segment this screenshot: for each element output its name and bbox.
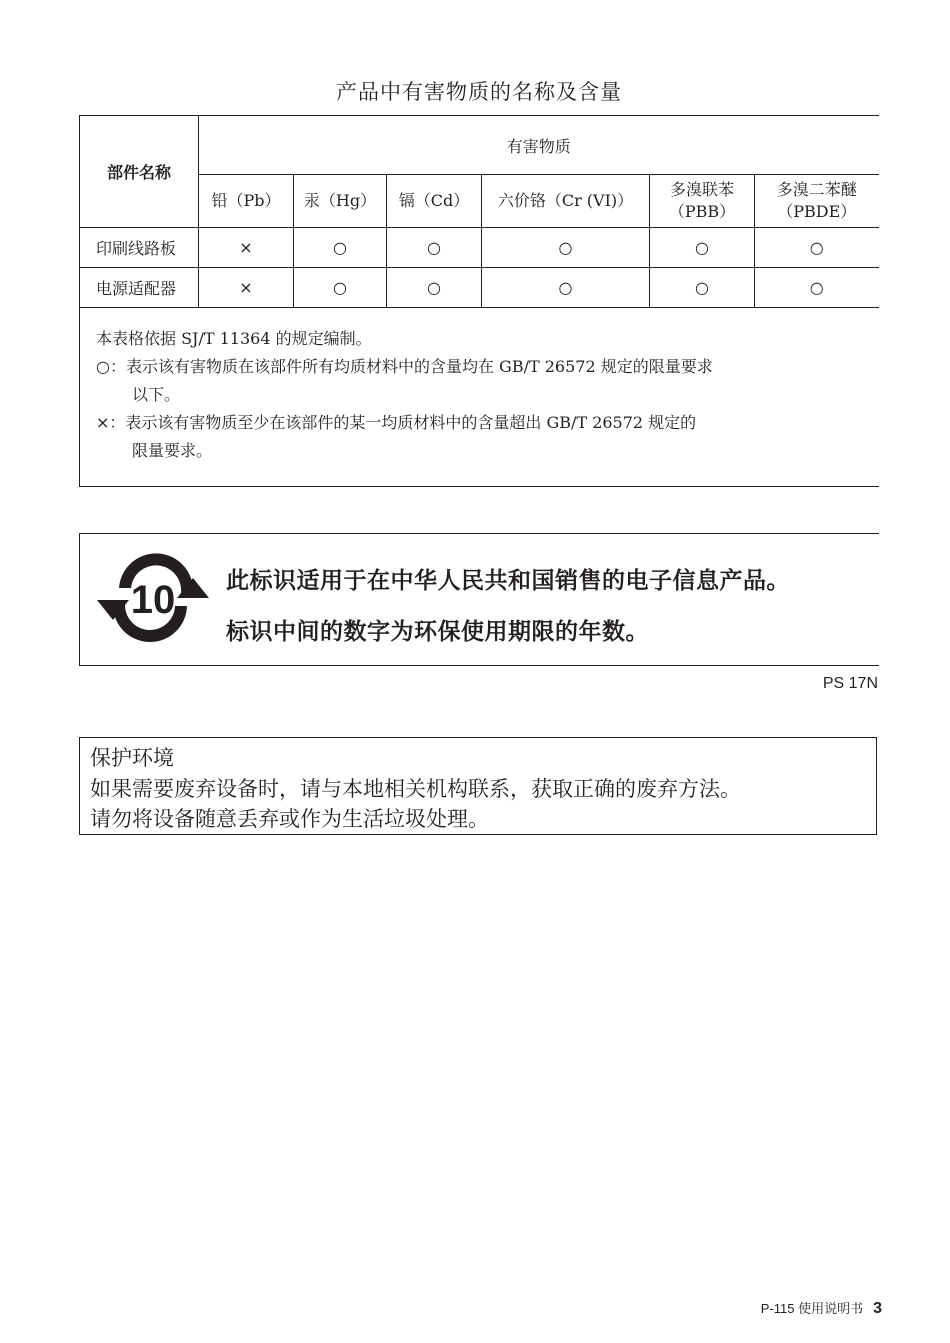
row-part-name: 电源适配器: [80, 268, 199, 308]
standard-note: 本表格依据 SJ/T 11364 的规定编制。: [96, 329, 372, 348]
cell-pbb: ○: [650, 268, 755, 308]
cell-chromium: ○: [482, 268, 650, 308]
environment-protection-box: [79, 737, 877, 835]
substance-header-pbde: 多溴二苯醚 （PBDE）: [755, 175, 879, 228]
cell-cadmium: ○: [387, 228, 482, 268]
hazardous-substance-header: 有害物质: [199, 116, 879, 175]
eco-statement-line-1: 此标识适用于在中华人民共和国销售的电子信息产品。: [226, 568, 790, 594]
cell-mercury: ○: [294, 268, 387, 308]
cell-cadmium: ○: [387, 268, 482, 308]
cell-pbde: ○: [755, 228, 879, 268]
cross-note: ×：表示该有害物质至少在该部件的某一均质材料中的含量超出 GB/T 26572 规定的: [96, 413, 697, 432]
recycle-period-logo-icon: [93, 548, 213, 652]
hazardous-substances-table: [79, 115, 879, 487]
eco-label-box: [79, 533, 879, 666]
environment-title: 保护环境: [90, 746, 174, 770]
document-title: 产品中有害物质的名称及含量: [336, 80, 622, 104]
model-code: PS 17N: [822, 675, 878, 692]
environment-text-line-1: 如果需要废弃设备时，请与本地相关机构联系，获取正确的废弃方法。: [90, 777, 741, 801]
table-row: [80, 228, 879, 268]
row-part-name: 印刷线路板: [80, 228, 199, 268]
circle-note: ○：表示该有害物质在该部件所有均质材料中的含量均在 GB/T 26572 规定的限量要求: [96, 357, 713, 376]
substance-header-lead: 铅（Pb）: [199, 175, 294, 228]
table-row: [80, 268, 879, 308]
manual-label: P-115 使用说明书: [760, 1301, 864, 1316]
logo-number: 10: [130, 578, 176, 622]
cell-mercury: ○: [294, 228, 387, 268]
page-footer: [761, 1298, 882, 1318]
environment-text-line-2: 请勿将设备随意丢弃或作为生活垃圾处理。: [90, 807, 489, 831]
circle-note-continued: 以下。: [132, 385, 181, 404]
substance-header-mercury: 汞（Hg）: [294, 175, 387, 228]
substance-header-chromium: 六价铬（Cr (VI)）: [482, 175, 650, 228]
cell-lead: ×: [199, 268, 294, 308]
substance-header-cadmium: 镉（Cd）: [387, 175, 482, 228]
page-number: 3: [873, 1300, 882, 1317]
eco-statement-line-2: 标识中间的数字为环保使用期限的年数。: [226, 619, 649, 645]
cross-note-continued: 限量要求。: [132, 441, 213, 460]
cell-pbde: ○: [755, 268, 879, 308]
table-notes: [80, 308, 879, 487]
cell-pbb: ○: [650, 228, 755, 268]
cell-lead: ×: [199, 228, 294, 268]
substance-header-pbb: 多溴联苯 （PBB）: [650, 175, 755, 228]
part-name-header: 部件名称: [80, 116, 199, 228]
cell-chromium: ○: [482, 228, 650, 268]
